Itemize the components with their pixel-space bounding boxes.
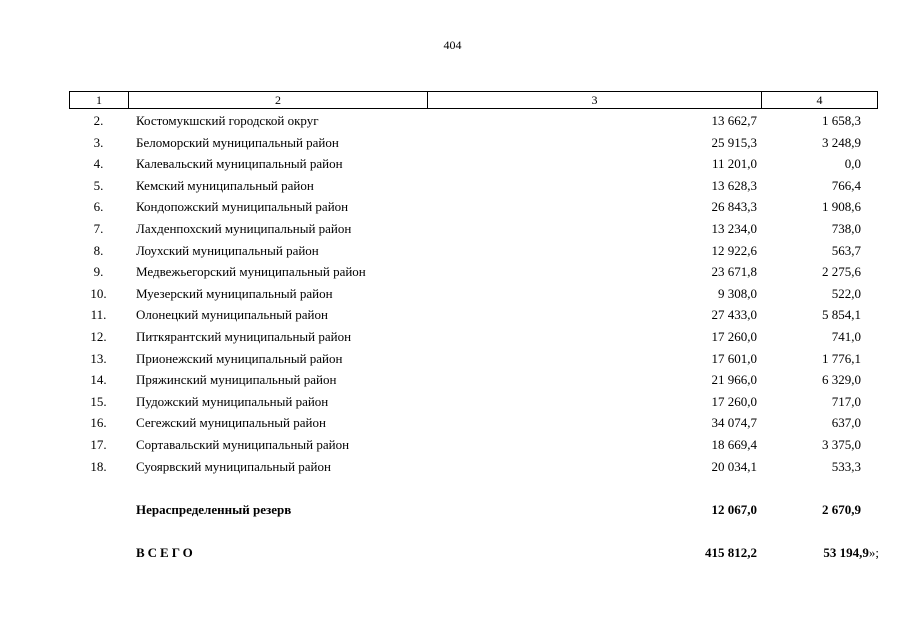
total-row bbox=[69, 542, 877, 564]
row-col3: 26 843,3 bbox=[711, 199, 757, 215]
table-row bbox=[69, 456, 877, 478]
row-col4: 563,7 bbox=[831, 242, 861, 258]
reserve-label: Нераспределенный резерв bbox=[136, 502, 292, 517]
row-col4: 533,3 bbox=[831, 458, 861, 474]
total-col4: 53 194,9 bbox=[823, 545, 869, 560]
row-name: Калевальский муниципальный район bbox=[136, 156, 343, 172]
header-col-3: 3 bbox=[428, 92, 762, 109]
row-col3: 17 601,0 bbox=[711, 350, 757, 366]
row-number: 4. bbox=[93, 156, 104, 172]
row-col4: 522,0 bbox=[831, 285, 861, 301]
table-row bbox=[69, 412, 877, 434]
table-row bbox=[69, 369, 877, 391]
header-col-1: 1 bbox=[70, 92, 129, 109]
row-col3: 11 201,0 bbox=[711, 156, 757, 172]
total-col4-wrap bbox=[761, 542, 879, 564]
header-col-2: 2 bbox=[129, 92, 428, 109]
row-number: 6. bbox=[93, 199, 104, 215]
row-name: Прионежский муниципальный район bbox=[136, 350, 343, 366]
row-number: 13. bbox=[90, 350, 107, 366]
reserve-col4: 2 670,9 bbox=[822, 502, 861, 517]
row-number: 15. bbox=[90, 393, 107, 409]
row-number: 12. bbox=[90, 328, 107, 344]
table-body bbox=[69, 110, 877, 477]
row-col4: 5 854,1 bbox=[822, 307, 861, 323]
table-row bbox=[69, 240, 877, 262]
table-row bbox=[69, 391, 877, 413]
row-col4: 741,0 bbox=[831, 328, 861, 344]
row-col3: 17 260,0 bbox=[711, 328, 757, 344]
row-col4: 1 776,1 bbox=[822, 350, 861, 366]
row-col3: 18 669,4 bbox=[711, 436, 757, 452]
row-col4: 6 329,0 bbox=[822, 372, 861, 388]
row-col3: 21 966,0 bbox=[711, 372, 757, 388]
row-number: 5. bbox=[93, 177, 104, 193]
row-name: Лоухский муниципальный район bbox=[136, 242, 319, 258]
reserve-col3: 12 067,0 bbox=[711, 502, 757, 517]
row-col3: 12 922,6 bbox=[711, 242, 757, 258]
row-name: Олонецкий муниципальный район bbox=[136, 307, 328, 323]
table-row bbox=[69, 196, 877, 218]
row-number: 10. bbox=[90, 285, 107, 301]
row-col4: 2 275,6 bbox=[822, 264, 861, 280]
row-col3: 13 662,7 bbox=[711, 113, 757, 128]
page-number: 404 bbox=[443, 38, 462, 52]
table-row bbox=[69, 218, 877, 240]
row-name: Сегежский муниципальный район bbox=[136, 415, 326, 431]
row-col4: 0,0 bbox=[844, 156, 861, 172]
table-row bbox=[69, 283, 877, 305]
row-name: Беломорский муниципальный район bbox=[136, 134, 339, 150]
row-number: 8. bbox=[93, 242, 104, 258]
row-col4: 717,0 bbox=[831, 393, 861, 409]
table-header bbox=[69, 91, 878, 109]
total-label: ВСЕГО bbox=[136, 545, 196, 560]
table-row bbox=[69, 153, 877, 175]
row-number: 16. bbox=[90, 415, 107, 431]
row-col4: 637,0 bbox=[831, 415, 861, 431]
table-row bbox=[69, 326, 877, 348]
row-col3: 25 915,3 bbox=[711, 134, 757, 150]
row-col3: 9 308,0 bbox=[718, 285, 757, 301]
row-name: Пряжинский муниципальный район bbox=[136, 372, 337, 388]
table-row bbox=[69, 132, 877, 154]
header-col-4: 4 bbox=[762, 92, 878, 109]
row-name: Питкярантский муниципальный район bbox=[136, 328, 352, 344]
table-row bbox=[69, 175, 877, 197]
row-col3: 13 628,3 bbox=[711, 177, 757, 193]
total-col3: 415 812,2 bbox=[705, 545, 757, 560]
row-col4: 1 908,6 bbox=[822, 199, 861, 215]
table-row bbox=[69, 261, 877, 283]
row-col4: 738,0 bbox=[831, 220, 861, 236]
row-col3: 20 034,1 bbox=[711, 458, 757, 474]
row-number: 7. bbox=[93, 220, 104, 236]
row-col3: 13 234,0 bbox=[711, 220, 757, 236]
row-number: 14. bbox=[90, 372, 107, 388]
row-col3: 17 260,0 bbox=[711, 393, 757, 409]
reserve-row bbox=[69, 499, 877, 521]
row-number: 3. bbox=[93, 134, 104, 150]
row-number: 18. bbox=[90, 458, 107, 474]
row-name: Кондопожский муниципальный район bbox=[136, 199, 349, 215]
row-number: 17. bbox=[90, 436, 107, 452]
row-name: Медвежьегорский муниципальный район bbox=[136, 264, 366, 280]
row-col3: 23 671,8 bbox=[711, 264, 757, 280]
row-name: Сортавальский муниципальный район bbox=[136, 436, 350, 452]
table-row bbox=[69, 110, 877, 132]
row-number: 11. bbox=[90, 307, 107, 323]
row-name: Пудожский муниципальный район bbox=[136, 393, 329, 409]
row-name: Костомукшский городской округ bbox=[136, 113, 319, 128]
row-col3: 27 433,0 bbox=[711, 307, 757, 323]
row-col4: 766,4 bbox=[831, 177, 861, 193]
row-name: Муезерский муниципальный район bbox=[136, 285, 333, 301]
row-col4: 3 248,9 bbox=[822, 134, 861, 150]
table-row bbox=[69, 434, 877, 456]
row-col4: 3 375,0 bbox=[822, 436, 861, 452]
row-number: 9. bbox=[93, 264, 104, 280]
row-col3: 34 074,7 bbox=[711, 415, 757, 431]
total-suffix: »; bbox=[868, 545, 879, 560]
table-row bbox=[69, 304, 877, 326]
row-name: Суоярвский муниципальный район bbox=[136, 458, 331, 474]
row-col4: 1 658,3 bbox=[822, 113, 861, 128]
row-number: 2. bbox=[93, 113, 104, 128]
table-row bbox=[69, 348, 877, 370]
row-name: Лахденпохский муниципальный район bbox=[136, 220, 352, 236]
row-name: Кемский муниципальный район bbox=[136, 177, 314, 193]
